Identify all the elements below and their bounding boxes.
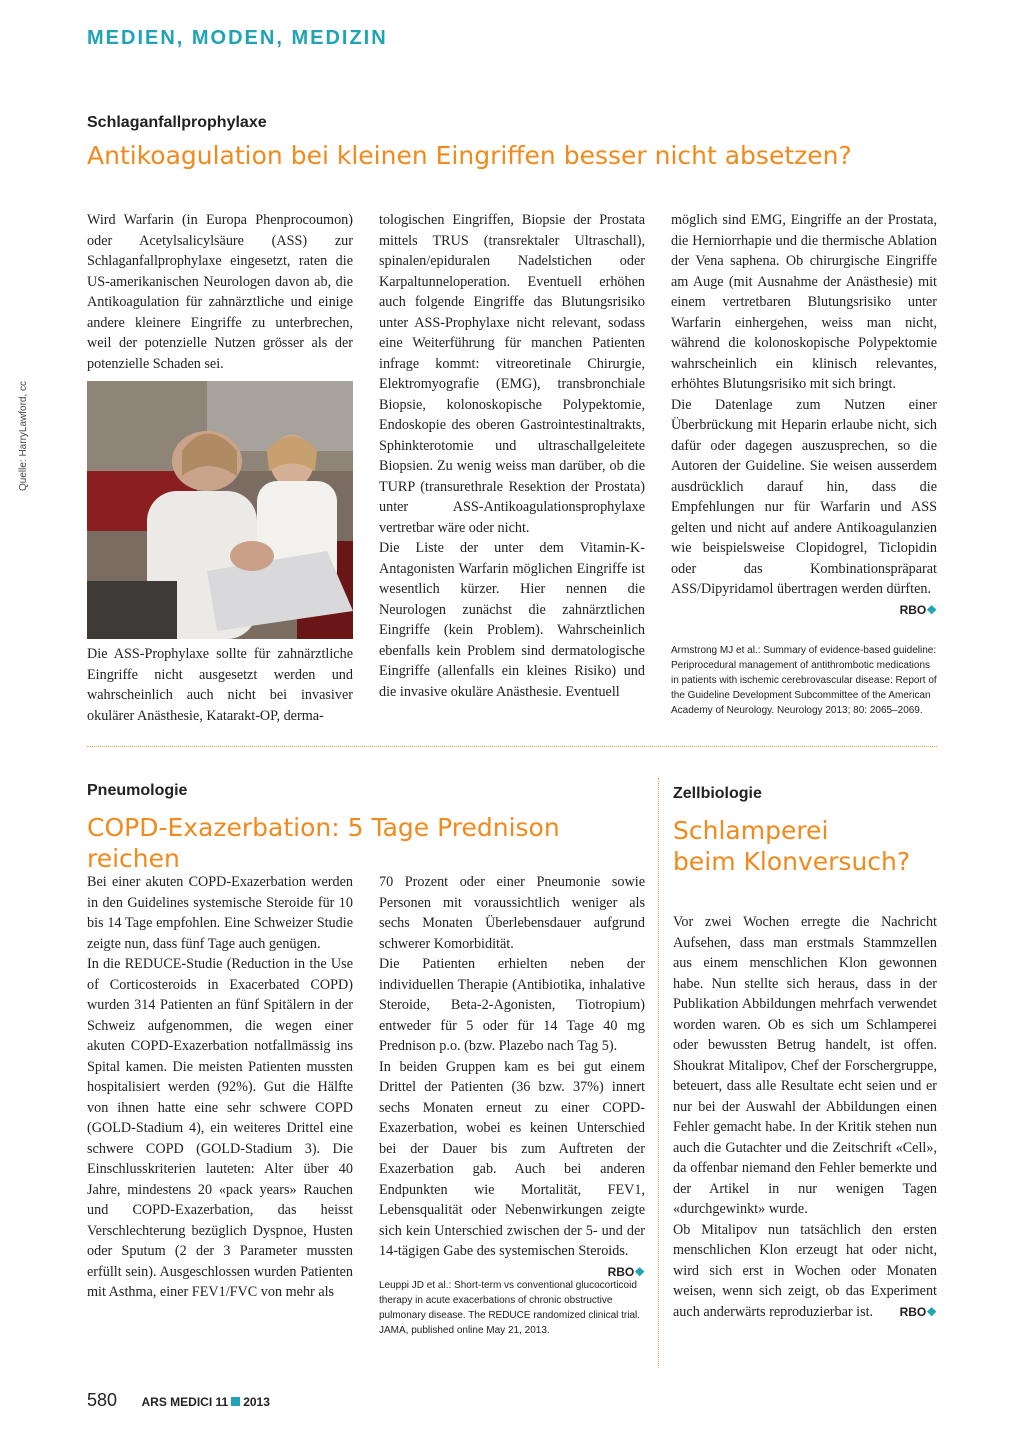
article1-col3 — [671, 210, 937, 620]
section-divider — [87, 746, 937, 747]
author-signature — [900, 600, 937, 621]
article1-paragraph: möglich sind EMG, Eingriffe an der Prostata, die Herniorrhapie und die thermische Ablation der Vena saphena. Ob chirurgische Eingriffe am Auge (mit Ausnahme der Anästhesie) mit einem vertretbaren Blutungsrisiko unter Warfarin einhergehen, weiss man nicht, während die kolonoskopische Polypektomie wahrscheinlich ein klinisch relevantes, erhöhtes Blutungsrisiko mit sich bringt. — [671, 212, 937, 392]
photo-credit: Quelle: HarryLawford, cc — [18, 380, 29, 491]
journal-year: 2013 — [243, 1395, 270, 1409]
dental-treatment-photo — [87, 381, 353, 639]
article1-col2 — [379, 210, 645, 702]
article3-title-line: Schlamperei — [673, 816, 829, 845]
page-footer — [87, 1390, 270, 1411]
article3-kicker: Zellbiologie — [673, 785, 762, 802]
article1-reference: Armstrong MJ et al.: Summary of evidence-based guideline: Periprocedural management of antithrombotic medications in patients with ischemic cerebrovascular disease: Report of the Guideline Development Subcommittee of the American Academy of Neurology. Neurology 2013; 80: 2065–2069. — [671, 645, 937, 716]
article1-kicker: Schlaganfallprophylaxe — [87, 114, 267, 131]
article1-col1-bottom — [87, 644, 353, 726]
signature-text: RBO — [607, 1264, 635, 1279]
article2-paragraph: 70 Prozent oder einer Pneumonie sowie Personen mit voraussichtlich weniger als sechs Monaten Überlebensdauer aufgrund schwerer Komorbidität. — [379, 874, 645, 952]
article3-body — [673, 912, 937, 1322]
article3-paragraph-text: Ob Mitalipov nun tatsächlich den ersten menschlichen Klon erzeugt hat oder nicht, wird sich erst in Wochen oder Monaten weisen, wenn sich zeigt, ob das Experiment auch anderwärts reproduzierbar ist. — [673, 1221, 937, 1320]
section-header: MEDIEN, MODEN, MEDIZIN — [87, 27, 388, 49]
article3-paragraph: Vor zwei Wochen erregte die Nachricht Aufsehen, dass man erstmals Stammzellen aus einem menschlichen Klon gewonnen habe. Nun stellte sich heraus, dass in der Publikation Abbildungen mehrfach verwendet worden waren. Ob es sich um Schlamperei oder bewussten Betrug handelt, ist offen. Shoukrat Mitalipov, Chef der Forschergruppe, beteuert, dass alle Resultate echt seien und er nur bei der Auswahl der Abbildungen einen Fehler gemacht habe. In der Kritik stehen nun auch die Gutachter und die Zeitschrift «Cell», da offenbar niemand den Fehler bemerkte und der Artikel in nur wenigen Tagen «durchgewinkt» wurde. — [673, 914, 937, 1217]
article2-col2 — [379, 872, 645, 1282]
article3-paragraph — [673, 1220, 937, 1323]
article1-paragraph: Die ASS-Prophylaxe sollte für zahnärztliche Eingriffe nicht ausgesetzt werden und wahrscheinlich auch nicht bei invasiver okulärer Anästhesie, Katarakt-OP, derma- — [87, 646, 353, 724]
article2-col1 — [87, 872, 353, 1303]
article2-paragraph: In die REDUCE-Studie (Reduction in the Use of Corticosteroids in Exacerbated COPD) wurden 314 Patienten an fünf Spitälern in der Schweiz aufgenommen, die wegen einer akuten COPD-Exazerbation notfallmässig ins Spital kamen. Die meisten Patienten mussten hospitalisiert werden (92%). Gut die Hälfte von ihnen hatte eine sehr schwere COPD (GOLD-Stadium 4), ein weiteres Drittel eine schwere COPD (GOLD-Stadium 3). Die Einschlusskriterien lauteten: Alter über 40 Jahre, mindestens 20 «pack years» Rauchen und COPD-Exazerbation, das heisst Verschlechterung bezüglich Dyspnoe, Husten oder Sputum (2 der 3 Parameter mussten erfüllt sein). Ausgeschlossen wurden Patienten mit Asthma, einer FEV1/FVC von mehr als — [87, 956, 353, 1300]
article1-paragraph: Die Liste der unter dem Vitamin-K-Antagonisten Warfarin möglichen Eingriffe ist wesentlich kürzer. Hier nennen die Neurologen zunächst die zahnärztlichen Eingriffe (kein Problem). Wahrscheinlich ebenfalls kein Problem sind dermatologische Eingriffe (allenfalls ein kleines Risiko) und die invasive okuläre Anästhesie. Eventuell — [379, 540, 645, 700]
article1-title: Antikoagulation bei kleinen Eingriffen besser nicht absetzen? — [87, 141, 852, 170]
article2-title: COPD-Exazerbation: 5 Tage Prednison reichen — [87, 813, 560, 874]
signature-icon: ❖ — [926, 1304, 937, 1319]
article1-paragraph: tologischen Eingriffen, Biopsie der Prostata mittels TRUS (transrektaler Ultraschall), spinalen/epiduralen Nadelstichen oder Karpaltunneloperation. Eventuell erhöhen auch folgende Eingriffe das Blutungsrisiko unter ASS-Prophylaxe nicht relevant, sodass eine Weiterführung für manchen Patienten infrage kommt: vitreoretinale Chirurgie, Elektromyografie (EMG), transbronchiale Biopsie, kolonoskopische Polypektomie, Endoskopie des oberen Gastrointestinaltrakts, Sphinkterotomie und ultraschallgeleitete Biopsien. Zu wenig weiss man darüber, ob die TURP (transurethrale Resektion der Prostata) unter ASS-Antikoagulationsprophylaxe vertretbar wäre oder nicht. — [379, 212, 645, 536]
article3-title — [673, 815, 939, 878]
column-divider — [658, 778, 659, 1368]
article1-paragraph: Wird Warfarin (in Europa Phenprocoumon) oder Acetylsalicylsäure (ASS) zur Schlaganfallprophylaxe eingesetzt, raten die US-amerikanischen Neurologen davon ab, die Antikoagulation für zahnärztliche und einige andere kleinere Eingriffe zu unterbrechen, weil der potenzielle Nutzen grösser als der potenzielle Schaden sei. — [87, 212, 353, 372]
article3-title-line: beim Klonversuch? — [673, 847, 911, 877]
square-icon — [231, 1397, 240, 1406]
article2-kicker: Pneumologie — [87, 782, 188, 799]
article1-paragraph-text: Die Datenlage zum Nutzen einer Überbrückung mit Heparin erlaube nicht, sich dafür oder dagegen auszusprechen, so die Autoren der Guideline. Sie weisen ausserdem ausdrücklich darauf hin, dass die Empfehlungen nur für Warfarin und ASS gelten und nicht auf andere Antikoagulanzien wie beispielsweise Clopidogrel, Ticlopidin oder das Kombinationspräparat ASS/Dipyridamol übertragen werden dürften. — [671, 396, 937, 597]
page-number: 580 — [87, 1390, 118, 1410]
signature-text: RBO — [899, 602, 927, 617]
article2-reference: Leuppi JD et al.: Short-term vs conventional glucocorticoid therapy in acute exacerbations of chronic obstructive pulmonary disease. The REDUCE randomized clinical trial. JAMA, published online May 21, 2013. — [379, 1280, 641, 1336]
signature-text: RBO — [899, 1304, 927, 1319]
article2-paragraph — [379, 1057, 645, 1279]
article-photo — [87, 381, 353, 639]
article2-paragraph: Die Patienten erhielten neben der individuellen Therapie (Antibiotika, inhalative Steroide, Beta-2-Agonisten, Tiotropium) entweder für 5 oder für 14 Tage 40 mg Prednison p.o. (bzw. Plazebo nach Tag 5). — [379, 956, 645, 1054]
author-signature — [900, 1302, 937, 1323]
signature-icon: ❖ — [926, 602, 937, 617]
signature-icon: ❖ — [634, 1264, 645, 1279]
article1-col1-top — [87, 210, 353, 374]
article1-paragraph — [671, 395, 937, 617]
journal-name: ARS MEDICI 11 — [141, 1395, 229, 1409]
article2-paragraph: Bei einer akuten COPD-Exazerbation werden in den Guidelines systemische Steroide für 10 bis 14 Tage empfohlen. Eine Schweizer Studie zeigte nun, dass fünf Tage auch genügen. — [87, 874, 353, 952]
article2-paragraph-text: In beiden Gruppen kam es bei gut einem Drittel der Patienten (36 bzw. 37%) innert sechs Monaten erneut zu einer COPD-Exazerbation, wobei es keinen Unterschied bei der Dauer bis zum Auftreten der Exazerbation gab. Auch bei anderen Endpunkten wie Mortalität, FEV1, Lebensqualität oder Nebenwirkungen zeigte sich kein Unterschied zwischen der 5- und der 14-tägigen Gabe des systemischen Steroids. — [379, 1058, 645, 1259]
